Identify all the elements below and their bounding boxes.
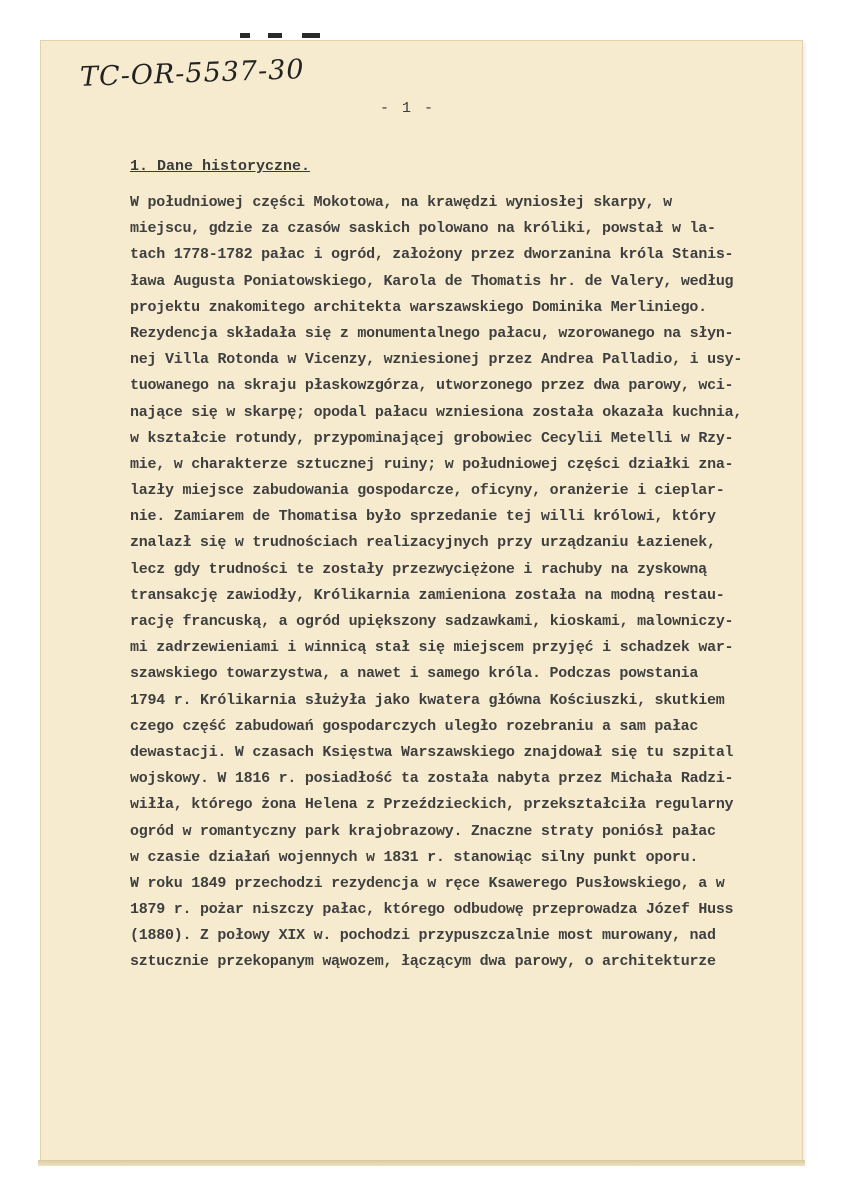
text-line: rację francuską, a ogród upiększony sadzawkami, kioskami, malowniczy- xyxy=(130,613,734,630)
text-line: nej Villa Rotonda w Vicenzy, wzniesionej przez Andrea Palladio, i usy- xyxy=(130,351,743,369)
text-line: lecz gdy trudności te zostały przezwyciężone i rachuby na zyskowną xyxy=(130,560,707,578)
text-line: nie. Zamiarem de Thomatisa było sprzedanie tej willi królowi, który xyxy=(130,508,716,526)
text-line: W południowej części Mokotowa, na krawędzi wyniosłej skarpy, w xyxy=(130,194,672,211)
text-line: czego część zabudowań gospodarczych uległo rozebraniu a sam pałac xyxy=(130,717,699,735)
text-line: wiłła, którego żona Helena z Przeździeckich, przekształciła regularny xyxy=(130,796,734,814)
text-line: projektu znakomitego architekta warszawskiego Dominika Merliniego. xyxy=(130,298,707,316)
text-line: w kształcie rotundy, przypominającej grobowiec Cecylii Metelli w Rzy- xyxy=(130,429,734,447)
text-line: znalazł się w trudnościach realizacyjnych przy urządzaniu Łazienek, xyxy=(130,534,716,552)
text-line: nające się w skarpę; opodal pałacu wzniesiona została okazała kuchnia, xyxy=(130,403,743,421)
binding-marks xyxy=(240,33,330,39)
text-line: 1879 r. pożar niszczy pałac, którego odbudowę przeprowadza Józef Huss xyxy=(130,901,734,919)
archive-reference: TC-OR-5537-30 xyxy=(79,54,306,93)
text-line: szawskiego towarzystwa, a nawet i samego króla. Podczas powstania xyxy=(130,665,699,683)
text-line: miejscu, gdzie za czasów saskich polowano na króliki, powstał w la- xyxy=(130,220,716,238)
text-line: dewastacji. W czasach Księstwa Warszawskiego znajdował się tu szpital xyxy=(130,743,734,761)
text-line: transakcję zawiodły, Królikarnia zamieniona została na modną restau- xyxy=(130,586,725,604)
text-line: ogród w romantyczny park krajobrazowy. Znaczne straty poniósł pałac xyxy=(130,822,716,840)
text-line: W roku 1849 przechodzi rezydencja w ręce Ksawerego Pusłowskiego, a w xyxy=(130,874,725,892)
body-text xyxy=(130,190,802,976)
text-line: wojskowy. W 1816 r. posiadłość ta została nabyta przez Michała Radzi- xyxy=(130,770,734,788)
text-line: ława Augusta Poniatowskiego, Karola de Thomatis hr. de Valery, według xyxy=(130,272,734,290)
text-line: tach 1778-1782 pałac i ogród, założony przez dworzanina króla Stanis- xyxy=(130,246,734,264)
text-line: tuowanego na skraju płaskowzgórza, utworzonego przez dwa parowy, wci- xyxy=(130,377,734,395)
text-line: 1794 r. Królikarnia służyła jako kwatera główna Kościuszki, skutkiem xyxy=(130,691,725,709)
page-number: - 1 - xyxy=(380,100,436,117)
page-edge xyxy=(38,1160,805,1166)
text-line: Rezydencja składała się z monumentalnego pałacu, wzorowanego na słyn- xyxy=(130,324,734,342)
text-line: mie, w charakterze sztucznej ruiny; w południowej części działki zna- xyxy=(130,455,734,473)
text-line: mi zadrzewieniami i winnicą stał się miejscem przyjęć i schadzek war- xyxy=(130,639,734,657)
text-line: lazły miejsce zabudowania gospodarcze, oficyny, oranżerie i cieplar- xyxy=(130,482,725,500)
text-line: sztucznie przekopanym wąwozem, łączącym dwa parowy, o architekturze xyxy=(130,953,716,971)
text-line: (1880). Z połowy XIX w. pochodzi przypuszczalnie most murowany, nad xyxy=(130,927,716,945)
section-heading: 1. Dane historyczne. xyxy=(130,158,311,175)
text-line: w czasie działań wojennych w 1831 r. stanowiąc silny punkt oporu. xyxy=(130,848,699,866)
